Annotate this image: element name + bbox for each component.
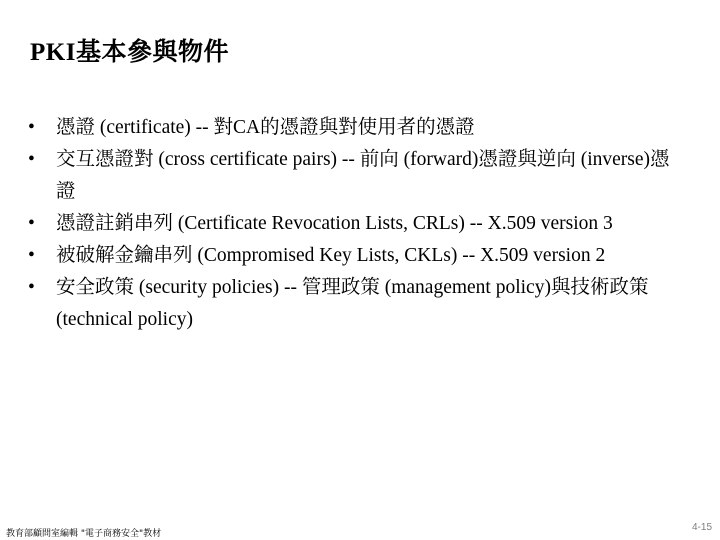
- bullet-marker: •: [28, 277, 35, 298]
- footer-source: 教育部顧問室編輯 "電子商務安全"教材: [6, 529, 162, 539]
- bullet-text: 被破解金鑰串列 (Compromised Key Lists, CKLs) -- X.509 version 2: [56, 245, 606, 266]
- bullet-item-cross-certificate-pairs: [28, 144, 688, 208]
- bullet-item-ckl: [28, 240, 688, 272]
- page-number: 4-15: [691, 522, 712, 533]
- bullet-text: 憑證註銷串列 (Certificate Revocation Lists, CRLs) -- X.509 version 3: [56, 213, 613, 234]
- bullet-list: [28, 112, 688, 336]
- bullet-marker: •: [28, 149, 35, 170]
- bullet-text: 交互憑證對 (cross certificate pairs) -- 前向 (forward)憑證與逆向 (inverse)憑證: [56, 149, 670, 202]
- bullet-item-crl: [28, 208, 688, 240]
- slide-title: PKI基本參與物件: [30, 39, 229, 66]
- bullet-item-security-policies: [28, 272, 688, 336]
- bullet-text: 憑證 (certificate) -- 對CA的憑證與對使用者的憑證: [56, 117, 475, 138]
- bullet-item-certificate: [28, 112, 688, 144]
- bullet-marker: •: [28, 213, 35, 234]
- bullet-text: 安全政策 (security policies) -- 管理政策 (management policy)與技術政策 (technical policy): [56, 277, 649, 330]
- bullet-marker: •: [28, 117, 35, 138]
- bullet-marker: •: [28, 245, 35, 266]
